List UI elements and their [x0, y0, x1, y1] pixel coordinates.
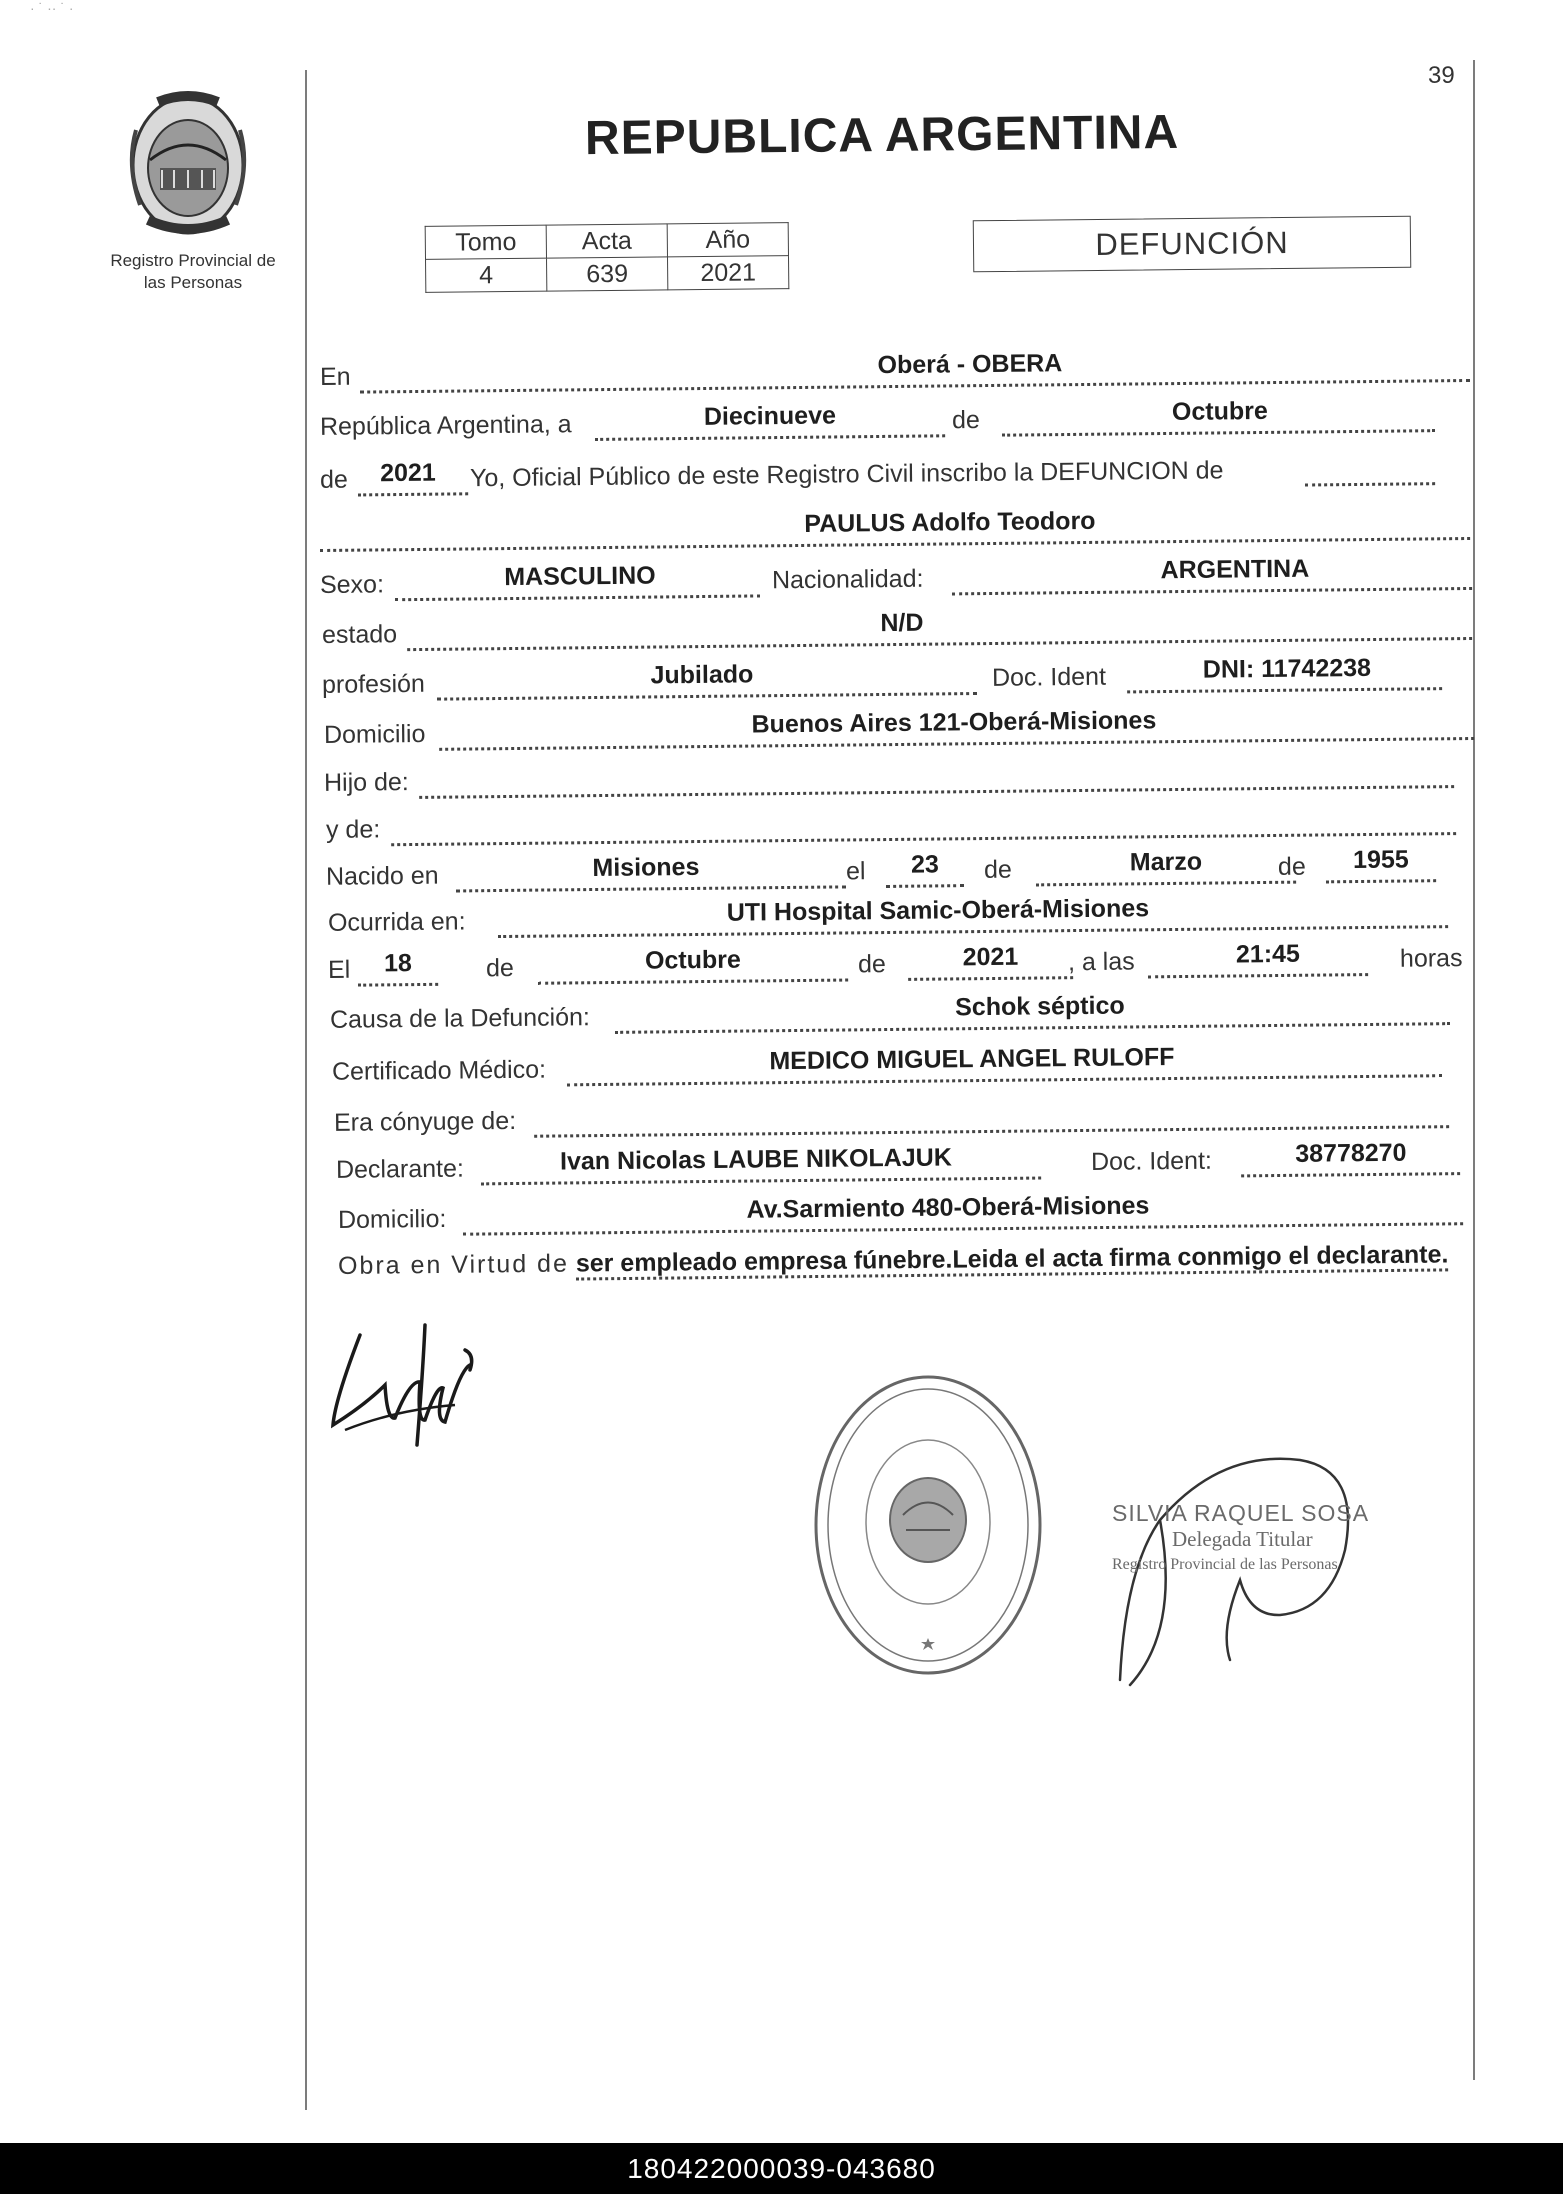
sexo-label: Sexo: [319, 570, 385, 600]
el-label: el [845, 857, 866, 886]
row-place [320, 346, 1470, 398]
declarante-label: Declarante: [335, 1154, 465, 1184]
de-label-6: de [857, 950, 886, 979]
republica-label: República Argentina, a [319, 410, 572, 441]
month-value: Octubre [1171, 396, 1268, 426]
birth-day: 23 [910, 850, 939, 879]
tomo-header: Tomo [425, 225, 546, 259]
causa-dots [615, 1022, 1450, 1034]
estado-label: estado [321, 620, 398, 650]
hijo-de-dots [419, 785, 1454, 799]
domicilio2-value: Av.Sarmiento 480-Oberá-Misiones [746, 1191, 1150, 1224]
declarante-dots [481, 1177, 1041, 1186]
place-value: Oberá - OBERA [877, 349, 1063, 380]
row-declarante [336, 1139, 1460, 1191]
death-time: 21:45 [1235, 939, 1301, 969]
birth-year: 1955 [1352, 845, 1409, 875]
death-day: 18 [383, 949, 413, 978]
doc-ident2-label: Doc. Ident: [1090, 1146, 1213, 1176]
birth-month-dots [1036, 881, 1296, 887]
y-de-label: y de: [325, 815, 381, 844]
anio-value: 2021 [667, 256, 788, 290]
death-month: Octubre [644, 945, 742, 975]
death-time-dots [1148, 973, 1368, 978]
registry-table-value-row [426, 256, 789, 293]
nacionalidad-dots [952, 587, 1472, 595]
ocurrida-label: Ocurrida en: [327, 907, 466, 937]
certificado-value: MEDICO MIGUEL ANGEL RULOFF [769, 1042, 1175, 1076]
month-dots [1002, 429, 1435, 437]
name-dots [320, 537, 1470, 552]
official-stamp-text [1112, 1500, 1442, 1578]
right-margin-line [1473, 60, 1475, 2080]
ocurrida-value: UTI Hospital Samic-Oberá-Misiones [726, 894, 1150, 927]
conyuge-dots [534, 1125, 1449, 1138]
row-conyuge [334, 1092, 1449, 1144]
death-year-dots [908, 976, 1073, 981]
row-y-de [326, 799, 1456, 851]
profesion-dots [437, 692, 977, 701]
de-label-3: de [983, 855, 1012, 884]
province-logo [118, 90, 258, 240]
row-name [320, 504, 1470, 556]
y-de-dots [391, 832, 1456, 846]
en-label: En [319, 362, 351, 392]
row-sexo [320, 554, 1472, 606]
row-causa [330, 989, 1450, 1041]
registry-table [425, 222, 790, 293]
obra-paragraph [338, 1232, 1488, 1288]
deceased-name: PAULUS Adolfo Teodoro [804, 506, 1096, 538]
obra-label: Obra en Virtud de [337, 1249, 570, 1281]
nacido-dots [456, 885, 846, 892]
official-name: SILVIA RAQUEL SOSA [1112, 1500, 1370, 1526]
domicilio2-label: Domicilio: [337, 1204, 447, 1235]
estado-value: N/D [880, 608, 924, 638]
row-hijo-de [324, 752, 1454, 804]
declarante-value: Ivan Nicolas LAUBE NIKOLAJUK [559, 1143, 952, 1176]
profesion-label: profesión [321, 669, 426, 699]
certificado-dots [567, 1074, 1442, 1086]
row-nacido [326, 846, 1436, 898]
profesion-value: Jubilado [650, 660, 754, 690]
birth-year-dots [1326, 879, 1436, 883]
registry-seal [808, 1370, 1048, 1680]
doc-ident-dots [1127, 687, 1442, 693]
doc-ident-value: DNI: 11742238 [1202, 653, 1372, 684]
registry-name: Registro Provincial de las Personas [110, 251, 276, 292]
day-value: Diecinueve [703, 401, 837, 431]
causa-label: Causa de la Defunción: [329, 1003, 591, 1034]
tomo-value: 4 [426, 258, 547, 292]
footer-code: 180422000039-043680 [0, 2143, 1563, 2194]
birth-day-dots [886, 884, 964, 888]
birth-month: Marzo [1129, 847, 1203, 877]
intro-text: Yo, Oficial Público de este Registro Civil inscribo la DEFUNCION de [469, 456, 1224, 493]
row-intro [320, 449, 1435, 501]
intro-dots [1305, 482, 1435, 486]
row-profesion [322, 654, 1442, 706]
estado-dots [407, 637, 1472, 651]
de-label-2: de [319, 465, 348, 494]
y-de-value [626, 831, 1126, 836]
row-ocurrida [328, 892, 1448, 944]
nacido-label: Nacido en [325, 861, 439, 891]
row-domicilio [324, 704, 1474, 756]
hijo-de-label: Hijo de: [323, 768, 409, 797]
declarant-signature [325, 1310, 485, 1450]
domicilio-value: Buenos Aires 121-Oberá-Misiones [751, 706, 1157, 739]
acta-value: 639 [547, 257, 668, 291]
row-date [320, 396, 1435, 448]
domicilio-dots [439, 737, 1474, 751]
day-dots [595, 434, 945, 441]
nacionalidad-value: ARGENTINA [1160, 554, 1310, 585]
de-label-4: de [1277, 852, 1306, 881]
scan-speck: · ˙ ·· ˙ · [30, 0, 74, 16]
row-certificado [332, 1041, 1442, 1093]
year-value: 2021 [379, 458, 436, 488]
declarante-doc-dots [1241, 1172, 1460, 1177]
acta-header: Acta [546, 224, 667, 258]
conyuge-value [734, 1123, 1134, 1127]
de-label-5: de [485, 954, 514, 983]
country-title: REPUBLICA ARGENTINA [584, 105, 1180, 166]
sexo-value: MASCULINO [504, 561, 656, 592]
page-number: 39 [1428, 62, 1455, 89]
row-estado [322, 604, 1472, 656]
obra-text: ser empleado empresa fúnebre.Leida el acta firma conmigo el declarante. [576, 1240, 1449, 1280]
el-label-2: El [327, 955, 351, 984]
declarante-doc: 38778270 [1295, 1138, 1407, 1168]
official-role: Delegada Titular [1172, 1527, 1313, 1551]
registry-table-header-row [425, 223, 788, 260]
domicilio-label: Domicilio [323, 719, 426, 750]
death-day-dots [358, 983, 438, 987]
horas-label: horas [1399, 944, 1463, 973]
conyuge-label: Era cónyuge de: [333, 1106, 517, 1137]
document-type-box: DEFUNCIÓN [973, 216, 1412, 273]
row-death-date [328, 939, 1468, 991]
year-dots [358, 492, 468, 496]
a-las-label: , a las [1067, 947, 1135, 977]
left-margin-line [305, 70, 307, 2110]
place-dots [360, 379, 1470, 394]
certificado-label: Certificado Médico: [331, 1055, 547, 1086]
nacido-value: Misiones [592, 852, 700, 883]
sexo-dots [395, 594, 760, 601]
ocurrida-dots [498, 925, 1448, 938]
death-month-dots [538, 979, 848, 985]
doc-ident-label: Doc. Ident [991, 662, 1107, 692]
hijo-de-value [624, 784, 1124, 789]
death-year: 2021 [962, 942, 1019, 972]
causa-value: Schok séptico [955, 991, 1125, 1022]
official-org: Registro Provincial de las Personas [1112, 1556, 1338, 1573]
nacionalidad-label: Nacionalidad: [771, 564, 924, 595]
de-label-1: de [951, 405, 980, 435]
anio-header: Año [667, 223, 788, 257]
